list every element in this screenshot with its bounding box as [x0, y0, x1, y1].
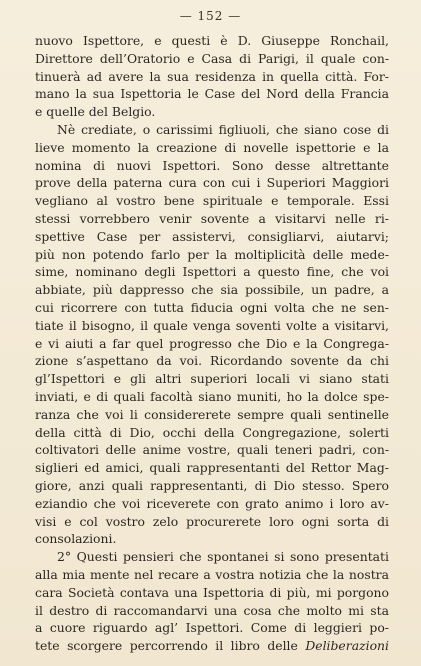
- text-line: prove della paterna cura con cui i Superiori Maggiori: [35, 175, 389, 191]
- text-line: tiate il bisogno, il quale venga soventi volte a visitarvi,: [35, 317, 389, 333]
- text-line: coltivatori delle anime vostre, quali teneri padri, con-: [35, 442, 389, 458]
- text-line: giore, anzi quali rappresentanti, di Dio stesso. Spero: [35, 477, 389, 493]
- page-number: — 152 —: [179, 9, 242, 23]
- text-line: visi e col vostro zelo procurerete loro ogni sorta di: [35, 513, 389, 529]
- text-line: sime, nominano degli Ispettori a questo fine, che voi: [35, 264, 389, 280]
- text-line: della città di Dio, occhi della Congregazione, solerti: [35, 424, 389, 440]
- text-line: vegliano al vostro bene spirituale e temporale. Essi: [35, 193, 389, 209]
- text-line: e quelle del Belgio.: [35, 104, 156, 120]
- paragraph-2: [35, 121, 389, 548]
- text-line: abbiate, più dappresso che sia possibile, un padre, a: [35, 282, 389, 298]
- text-line: più non potendo farlo per la moltiplicità delle mede-: [35, 246, 389, 262]
- body-text: [35, 32, 389, 655]
- paragraph-1: [35, 32, 389, 121]
- text-line: inviati, e di quali facoltà siano muniti, ho la dolce spe-: [35, 388, 389, 404]
- text-line: cui ricorrere con tutta fiducia ogni volta che ne sen-: [35, 299, 389, 315]
- text-line: Nè crediate, o carissimi figliuoli, che siano cose di: [57, 121, 389, 137]
- text-line: tinuerà ad avere la sua residenza in quella città. For-: [35, 68, 389, 84]
- text-line: cara Società contava una Ispettoria di più, mi porgono: [35, 584, 389, 600]
- text-line: e vi aiuti a far quel progresso che Dio e la Congrega-: [35, 335, 389, 351]
- text-line: lieve momento la creazione di novelle ispettorie e la: [35, 139, 389, 155]
- text-line-final: [35, 637, 389, 655]
- text-line: alla mia mente nel recare a vostra notizia che la nostra: [35, 566, 389, 582]
- text-line: spettive Case per assistervi, consigliarvi, aiutarvi;: [35, 228, 389, 244]
- text-line-start: tete scorgere percorrendo il libro delle: [35, 638, 298, 654]
- text-line: eziandio che voi riceverete con grato animo i loro av-: [35, 495, 389, 511]
- text-line: Direttore dell’Oratorio e Casa di Parigi, il quale con-: [35, 50, 389, 66]
- italic-title: Deliberazioni: [305, 638, 389, 654]
- text-line: stessi vorrebbero venir sovente a visitarvi nelle ri-: [35, 210, 389, 226]
- text-line: consolazioni.: [35, 531, 117, 547]
- text-line: zione s’aspettano da voi. Ricordando sovente da chi: [35, 353, 389, 369]
- text-line: nomina di nuovi Ispettori. Sono desse altrettante: [35, 157, 389, 173]
- text-line: siglieri ed amici, quali rappresentanti del Rettor Mag-: [35, 460, 389, 476]
- text-line: a cuore riguardo agl’ Ispettori. Come di leggieri po-: [35, 620, 389, 636]
- text-line: il destro di raccomandarvi una cosa che molto mi sta: [35, 602, 389, 618]
- text-line: gl’Ispettori e gli altri superiori locali vi siano stati: [35, 371, 389, 387]
- text-line: mano la sua Ispettoria le Case del Nord della Francia: [35, 86, 389, 102]
- text-line: 2° Questi pensieri che spontanei si sono presentati: [57, 549, 389, 565]
- text-line: nuovo Ispettore, e questi è D. Giuseppe Ronchail,: [35, 33, 389, 48]
- paragraph-3: [35, 548, 389, 655]
- text-line: ranza che voi li considererete sempre quali sentinelle: [35, 406, 389, 422]
